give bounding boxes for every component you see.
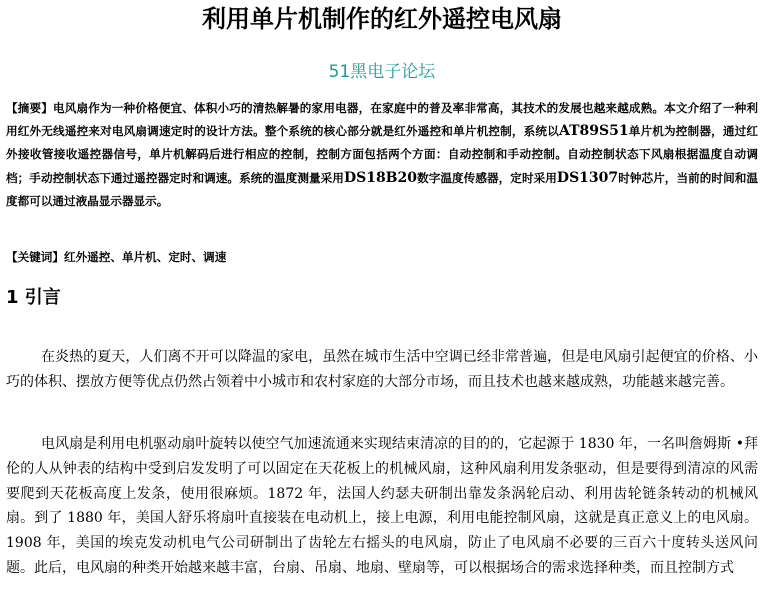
- keywords-text: 红外遥控、单片机、定时、调速: [63, 250, 227, 264]
- section-heading: 1 引言: [6, 287, 61, 308]
- abstract-text-3: 数字温度传感器，定时采用: [417, 170, 557, 185]
- keywords: [6, 246, 758, 269]
- abstract-text-1: 电风扇作为一种价格便宜、体积小巧的清热解暑的家用电器，在家庭中的普及率非常高，其技术的发展也越来越成熟。本文介绍了一种利用红外无线遥控来对电风扇调速定时的设计方法。整个系统的核心部分就是红外遥控和单片机控制，系统以: [6, 101, 758, 139]
- keywords-tag: 【关键词】: [6, 250, 64, 264]
- body-paragraph: 电风扇是利用电机驱动扇叶旋转以使空气加速流通来实现结束清凉的目的的，它起源于 1830 年，一名叫詹姆斯 •拜伦的人从钟表的结构中受到启发发明了可以固定在天花板上的机械风扇，这种风扇利用发条驱动，但是要得到清凉的风需要爬到天花板高度上发条，使用很麻烦。1872 年，法国人约瑟夫研制出靠发条涡轮启动、利用齿轮链条转动的机械风扇。到了 1880 年，美国人舒乐将扇叶直接装在电动机上，接上电源，利用电能控制风扇，这就是真正意义上的电风扇。1908 年，美国的埃克发动机电气公司研制出了齿轮左右摇头的电风扇，防止了电风扇不必要的三百六十度转头送风问题。此后，电风扇的种类开始越来越丰富，台扇、吊扇、地扇、壁扇等，可以根据场合的需求选择种类，而且控制方式: [6, 436, 758, 576]
- abstract: [6, 97, 758, 213]
- abstract-tag: 【摘要】: [6, 101, 54, 115]
- abstract-text-4: 时钟芯片，当前的时间和温度都可以通过液晶显示器显示。: [6, 170, 758, 208]
- abstract-sensor-name: DS18B20: [343, 169, 418, 186]
- source-link[interactable]: 51黑电子论坛: [328, 62, 436, 82]
- abstract-clock-name: DS1307: [556, 169, 619, 186]
- abstract-chip-name: AT89S51: [558, 123, 629, 140]
- body-paragraph: 在炎热的夏天，人们离不开可以降温的家电，虽然在城市生活中空调已经非常普遍，但是电风扇引起便宜的价格、小巧的体积、摆放方便等优点仍然占领着中小城市和农村家庭的大部分市场，而且技术也越来越成熟，功能越来越完善。: [6, 349, 758, 390]
- document-title: 利用单片机制作的红外遥控电风扇: [202, 5, 562, 33]
- abstract-text-2: 单片机为控制器，通过红外接收管接收遥控器信号，单片机解码后进行相应的控制，控制方面包括两个方面：自动控制和手动控制。自动控制状态下风扇根据温度自动调档；手动控制状态下通过遥控器定时和调速。系统的温度测量采用: [6, 124, 758, 185]
